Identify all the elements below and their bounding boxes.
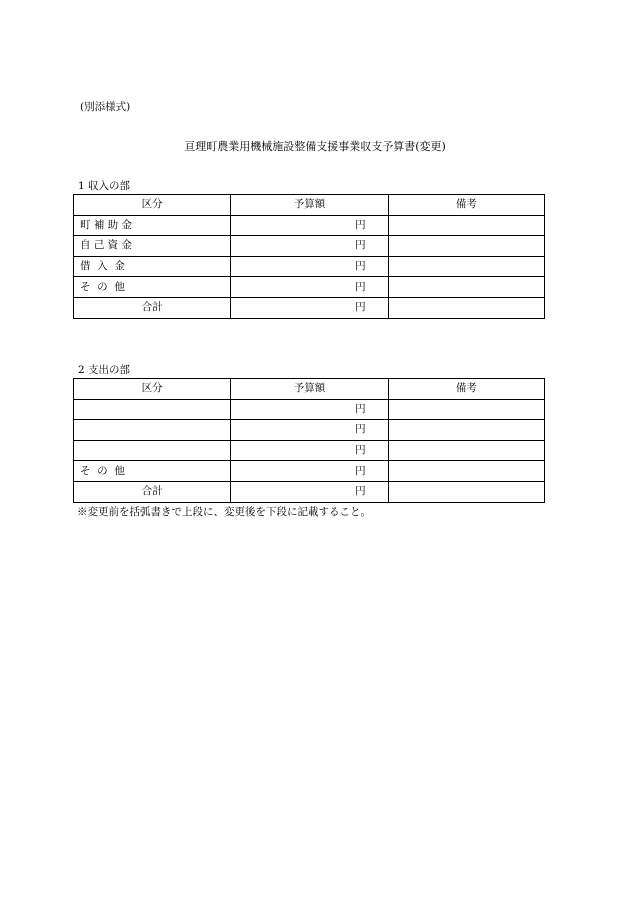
row-category: 借 入 金 (74, 256, 231, 277)
column-header-category: 区分 (74, 379, 231, 400)
table-row (74, 420, 545, 441)
row-amount: 円 (231, 399, 388, 420)
total-amount: 円 (231, 297, 388, 318)
table-row (74, 277, 545, 298)
income-table (73, 194, 545, 319)
income-section-heading: 1 収入の部 (78, 180, 131, 192)
row-amount: 円 (231, 461, 388, 482)
expense-section-heading: 2 支出の部 (78, 364, 131, 376)
total-row (74, 481, 545, 502)
table-row (74, 440, 545, 461)
total-amount: 円 (231, 481, 388, 502)
row-remarks (388, 399, 544, 420)
row-remarks (388, 277, 544, 298)
row-category: 町 補 助 金 (74, 215, 231, 236)
total-row (74, 297, 545, 318)
column-header-category: 区分 (74, 195, 231, 216)
total-remarks (388, 481, 544, 502)
table-header-row (74, 195, 545, 216)
table-header-row (74, 379, 545, 400)
row-amount: 円 (231, 236, 388, 257)
column-header-remarks: 備考 (388, 195, 544, 216)
row-remarks (388, 215, 544, 236)
row-category (74, 440, 231, 461)
row-category (74, 420, 231, 441)
row-category (74, 399, 231, 420)
total-remarks (388, 297, 544, 318)
table-row (74, 461, 545, 482)
row-amount: 円 (231, 420, 388, 441)
column-header-remarks: 備考 (388, 379, 544, 400)
row-category: そ の 他 (74, 277, 231, 298)
document-title: 亘理町農業用機械施設整備支援事業収支予算書(変更) (184, 140, 446, 153)
table-row (74, 399, 545, 420)
row-category: そ の 他 (74, 461, 231, 482)
row-remarks (388, 420, 544, 441)
row-amount: 円 (231, 277, 388, 298)
expense-table (73, 378, 545, 503)
row-remarks (388, 256, 544, 277)
row-amount: 円 (231, 440, 388, 461)
total-label: 合計 (74, 481, 231, 502)
table-row (74, 215, 545, 236)
footnote: ※変更前を括弧書きで上段に、変更後を下段に記載すること。 (77, 506, 371, 518)
row-amount: 円 (231, 215, 388, 236)
table-row (74, 236, 545, 257)
row-remarks (388, 440, 544, 461)
row-amount: 円 (231, 256, 388, 277)
column-header-budget-amount: 予算額 (231, 195, 388, 216)
row-remarks (388, 236, 544, 257)
row-category: 自 己 資 金 (74, 236, 231, 257)
row-remarks (388, 461, 544, 482)
form-label: (別添様式) (80, 101, 131, 113)
column-header-budget-amount: 予算額 (231, 379, 388, 400)
total-label: 合計 (74, 297, 231, 318)
table-row (74, 256, 545, 277)
